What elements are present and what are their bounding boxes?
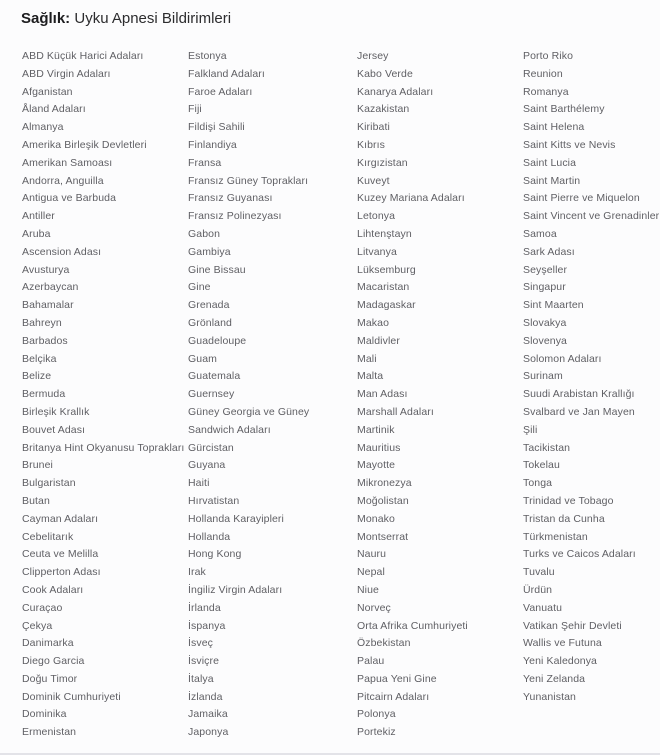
country-item: Falkland Adaları [188, 67, 265, 80]
country-item: Papua Yeni Gine [357, 672, 437, 685]
country-item: Seyşeller [523, 263, 568, 276]
country-item: İngiliz Virgin Adaları [188, 583, 283, 596]
country-item: Jamaika [188, 708, 228, 721]
page-title-category: Sağlık: [21, 10, 71, 27]
country-item: Moğolistan [357, 494, 409, 507]
country-item: Hırvatistan [188, 494, 240, 507]
country-item: Irak [188, 566, 206, 579]
country-item: Montserrat [357, 530, 409, 543]
country-item: Man Adası [357, 388, 408, 401]
country-item: Afganistan [22, 85, 73, 98]
country-item: Slovakya [523, 316, 567, 329]
country-item: Antiller [22, 210, 55, 223]
country-item: Niue [357, 583, 379, 596]
country-item: Saint Pierre ve Miquelon [523, 192, 640, 205]
country-item: İsveç [188, 637, 214, 650]
country-item: Polonya [357, 708, 396, 721]
country-item: ABD Virgin Adaları [22, 67, 111, 80]
country-item: İrlanda [188, 601, 221, 614]
country-item: Cook Adaları [22, 583, 84, 596]
country-item: Lüksemburg [357, 263, 416, 276]
country-item: Suudi Arabistan Krallığı [523, 388, 635, 401]
country-item: Reunion [523, 67, 563, 80]
country-item: Vatikan Şehir Devleti [523, 619, 622, 632]
country-item: Palau [357, 655, 385, 668]
country-item: Makao [357, 316, 390, 329]
country-item: Guernsey [188, 388, 235, 401]
country-item: Amerika Birleşik Devletleri [22, 138, 147, 151]
country-item: Singapur [523, 281, 566, 294]
country-item: Tonga [523, 477, 553, 490]
country-item: Grönland [188, 316, 232, 329]
country-item: Haiti [188, 477, 210, 490]
country-item: Sark Adası [523, 245, 575, 258]
country-item: Aruba [22, 227, 51, 240]
country-item: Saint Helena [523, 121, 585, 134]
country-item: Guatemala [188, 370, 241, 383]
country-item: İspanya [188, 619, 226, 632]
country-item: Japonya [188, 726, 229, 739]
country-item: Mauritius [357, 441, 401, 454]
country-item: Ascension Adası [22, 245, 102, 258]
country-column-4 [523, 48, 660, 742]
country-item: Turks ve Caicos Adaları [523, 548, 636, 561]
page-title-feature: Uyku Apnesi Bildirimleri [70, 10, 232, 27]
country-item: Solomon Adaları [523, 352, 602, 365]
country-item: Tuvalu [523, 566, 555, 579]
country-item: Monako [357, 512, 395, 525]
country-item: Britanya Hint Okyanusu Toprakları [22, 441, 185, 454]
country-column-2 [188, 48, 357, 742]
country-grid [0, 48, 660, 742]
country-item: Bahreyn [22, 316, 62, 329]
country-item: Bulgaristan [22, 477, 76, 490]
country-item: Çekya [22, 619, 53, 632]
country-item: Mikronezya [357, 477, 412, 490]
country-item: Yeni Zelanda [523, 672, 586, 685]
country-item: Slovenya [523, 334, 567, 347]
country-item: Guam [188, 352, 217, 365]
country-item: Kabo Verde [357, 67, 413, 80]
country-item: Danimarka [22, 637, 74, 650]
country-item: Avusturya [22, 263, 70, 276]
country-item: Surinam [523, 370, 563, 383]
country-item: Curaçao [22, 601, 63, 614]
country-item: Kazakistan [357, 103, 410, 116]
country-item: Dominik Cumhuriyeti [22, 690, 121, 703]
country-item: Maldivler [357, 334, 400, 347]
country-item: Gabon [188, 227, 221, 240]
country-item: Trinidad ve Tobago [523, 494, 614, 507]
country-item: Antigua ve Barbuda [22, 192, 117, 205]
country-item: Gambiya [188, 245, 231, 258]
country-item: Yeni Kaledonya [523, 655, 597, 668]
country-item: Litvanya [357, 245, 397, 258]
country-item: Cebelitarık [22, 530, 74, 543]
country-item: Gine [188, 281, 211, 294]
country-item: Tristan da Cunha [523, 512, 605, 525]
country-item: Brunei [22, 459, 53, 472]
country-item: Saint Kitts ve Nevis [523, 138, 616, 151]
country-item: Birleşik Krallık [22, 405, 90, 418]
country-item: Almanya [22, 121, 64, 134]
country-item: Butan [22, 494, 50, 507]
country-item: Nepal [357, 566, 385, 579]
country-item: Belçika [22, 352, 57, 365]
country-item: Fiji [188, 103, 202, 116]
country-item: Saint Martin [523, 174, 581, 187]
country-column-3 [357, 48, 523, 742]
country-item: Kırgızistan [357, 156, 408, 169]
country-item: Letonya [357, 210, 396, 223]
country-item: Ceuta ve Melilla [22, 548, 99, 561]
country-item: Orta Afrika Cumhuriyeti [357, 619, 468, 632]
country-item: Bouvet Adası [22, 423, 86, 436]
country-item: Ürdün [523, 583, 553, 596]
country-item: ABD Küçük Harici Adaları [22, 50, 144, 62]
country-item: Gürcistan [188, 441, 234, 454]
country-item: Fransız Guyanası [188, 192, 273, 205]
country-item: Faroe Adaları [188, 85, 253, 98]
country-item: Kiribati [357, 121, 390, 134]
country-item: Mayotte [357, 459, 396, 472]
country-item: Kuveyt [357, 174, 390, 187]
country-item: Belize [22, 370, 52, 383]
country-item: Portekiz [357, 726, 396, 739]
country-item: Bahamalar [22, 299, 74, 312]
country-item: Kuzey Mariana Adaları [357, 192, 465, 205]
country-item: Özbekistan [357, 637, 411, 650]
country-item: Norveç [357, 601, 391, 614]
country-item: Malta [357, 370, 384, 383]
country-item: Finlandiya [188, 138, 237, 151]
country-item: Amerikan Samoası [22, 156, 113, 169]
country-item: Mali [357, 352, 377, 365]
country-item: Fildişi Sahili [188, 121, 245, 134]
country-item: Gine Bissau [188, 263, 246, 276]
country-item: Saint Vincent ve Grenadinler [523, 210, 660, 223]
page-title [0, 0, 660, 29]
country-item: Andorra, Anguilla [22, 174, 104, 187]
country-item: İsviçre [188, 655, 220, 668]
country-item: Wallis ve Futuna [523, 637, 602, 650]
country-item: Sint Maarten [523, 299, 584, 312]
country-item: Barbados [22, 334, 68, 347]
country-item: Jersey [357, 50, 389, 62]
country-item: Hong Kong [188, 548, 242, 561]
country-item: Tokelau [523, 459, 560, 472]
country-item: Saint Lucia [523, 156, 577, 169]
country-item: Kanarya Adaları [357, 85, 434, 98]
country-item: Grenada [188, 299, 230, 312]
country-item: Hollanda [188, 530, 231, 543]
country-item: Hollanda Karayipleri [188, 512, 284, 525]
country-item: Cayman Adaları [22, 512, 99, 525]
country-item: Doğu Timor [22, 672, 78, 685]
country-item: Romanya [523, 85, 569, 98]
country-item: Dominika [22, 708, 67, 721]
country-item: Azerbaycan [22, 281, 79, 294]
country-item: Şili [523, 423, 538, 436]
country-item: Martinik [357, 423, 395, 436]
country-item: Fransız Güney Toprakları [188, 174, 309, 187]
country-item: Åland Adaları [22, 103, 86, 116]
country-item: Pitcairn Adaları [357, 690, 430, 703]
country-item: Nauru [357, 548, 387, 561]
country-item: Marshall Adaları [357, 405, 434, 418]
country-item: Ermenistan [22, 726, 77, 739]
country-item: Saint Barthélemy [523, 103, 605, 116]
country-item: Diego Garcia [22, 655, 85, 668]
country-item: Porto Riko [523, 50, 574, 62]
country-item: İtalya [188, 672, 214, 685]
country-item: Samoa [523, 227, 557, 240]
country-item: Estonya [188, 50, 227, 62]
country-item: Güney Georgia ve Güney Sandwich Adaları [188, 405, 310, 436]
country-item: Fransız Polinezyası [188, 210, 282, 223]
country-item: Macaristan [357, 281, 410, 294]
country-item: Kıbrıs [357, 138, 386, 151]
country-item: Bermuda [22, 388, 66, 401]
country-item: Madagaskar [357, 299, 416, 312]
country-item: Tacikistan [523, 441, 571, 454]
country-item: Lihtenştayn [357, 227, 412, 240]
country-column-1 [22, 48, 188, 742]
country-item: Guadeloupe [188, 334, 247, 347]
country-item: Türkmenistan [523, 530, 588, 543]
country-item: İzlanda [188, 690, 223, 703]
country-item: Vanuatu [523, 601, 563, 614]
country-item: Guyana [188, 459, 226, 472]
country-item: Fransa [188, 156, 222, 169]
country-item: Svalbard ve Jan Mayen [523, 405, 635, 418]
country-item: Yunanistan [523, 690, 576, 703]
country-item: Clipperton Adası [22, 566, 101, 579]
